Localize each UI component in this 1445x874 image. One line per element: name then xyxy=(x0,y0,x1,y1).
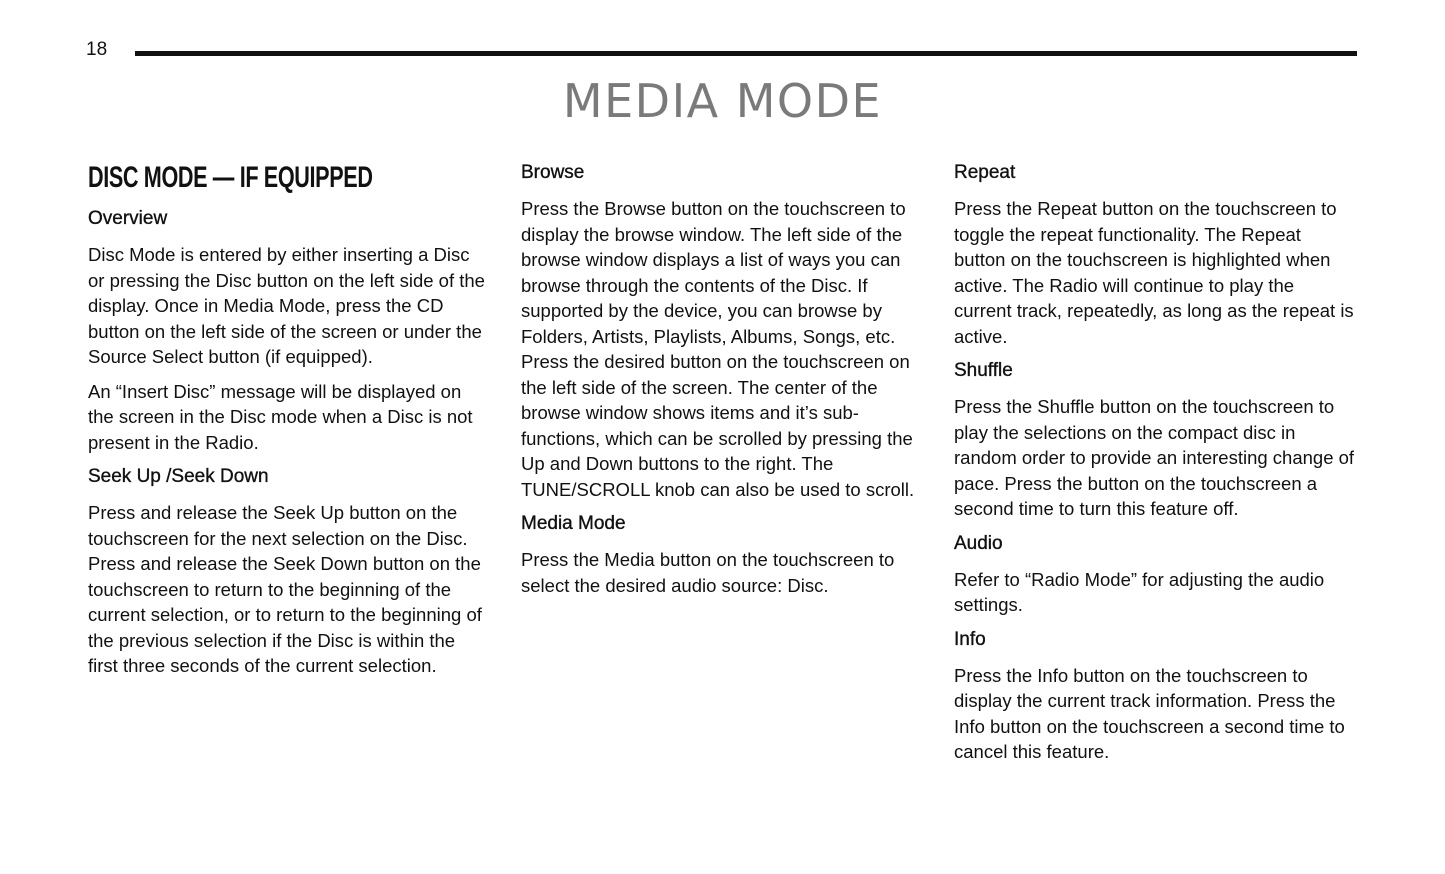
subhead-repeat: Repeat xyxy=(954,162,1016,183)
subhead-shuffle: Shuffle xyxy=(954,360,1013,381)
paragraph-info: Press the Info button on the touchscreen to display the current track information. Press the Info button on the touchscreen a second time to cancel this feature. xyxy=(954,664,1345,762)
subhead-overview: Overview xyxy=(88,208,168,229)
subhead-info: Info xyxy=(954,628,986,650)
subhead-browse: Browse xyxy=(521,162,585,183)
section-title-disc-mode: DISC MODE — IF EQUIPPED xyxy=(88,161,373,194)
subhead-seek: Seek Up /Seek Down xyxy=(88,466,269,487)
subhead-media-mode: Media Mode xyxy=(521,513,626,534)
column-right xyxy=(954,160,1356,774)
page-number: 18 xyxy=(86,39,108,60)
paragraph-shuffle: Press the Shuffle button on the touchscreen to play the selections on the compact disc in random order to provide an interesting change of pace. Press the button on the touchscreen a second time to turn this feature off. xyxy=(954,396,1355,519)
paragraph-seek: Press and release the Seek Up button on the touchscreen for the next selection on the Disc. Press and release the Seek Down button on the touchscreen to return to the beginning of the current selection, or to return to the beginning of the previous selection if the Disc is within the first three seconds of the current selection. xyxy=(88,502,482,676)
paragraph-media-mode: Press the Media button on the touchscreen to select the desired audio source: Disc. xyxy=(521,549,895,596)
header-rule xyxy=(135,51,1357,56)
column-left xyxy=(88,160,490,688)
paragraph-browse: Press the Browse button on the touchscreen to display the browse window. The left side of the browse window displays a list of ways you can browse through the contents of the Disc. If supported by the device, you can browse by Folders, Artists, Playlists, Albums, Songs, etc. Press the desired button on the touchscreen on the left side of the screen. The center of the browse window shows items and it’s sub-functions, which can be scrolled by pressing the Up and Down buttons to the right. The TUNE/SCROLL knob can also be used to scroll. xyxy=(521,198,915,500)
paragraph-repeat: Press the Repeat button on the touchscreen to toggle the repeat functionality. The Repeat button on the touchscreen is highlighted when active. The Radio will continue to play the current track, repeatedly, as long as the repeat is active. xyxy=(954,198,1354,347)
paragraph-overview-2: An “Insert Disc” message will be displayed on the screen in the Disc mode when a Disc is not present in the Radio. xyxy=(88,380,473,453)
paragraph-overview-1: Disc Mode is entered by either inserting a Disc or pressing the Disc button on the left side of the display. Once in Media Mode, press the CD button on the left side of the screen or under the Source Select button (if equipped). xyxy=(88,244,485,367)
paragraph-audio: Refer to “Radio Mode” for adjusting the audio settings. xyxy=(954,568,1325,615)
page-title: MEDIA MODE xyxy=(562,74,883,128)
subhead-audio: Audio xyxy=(954,532,1003,554)
column-middle xyxy=(521,160,923,607)
